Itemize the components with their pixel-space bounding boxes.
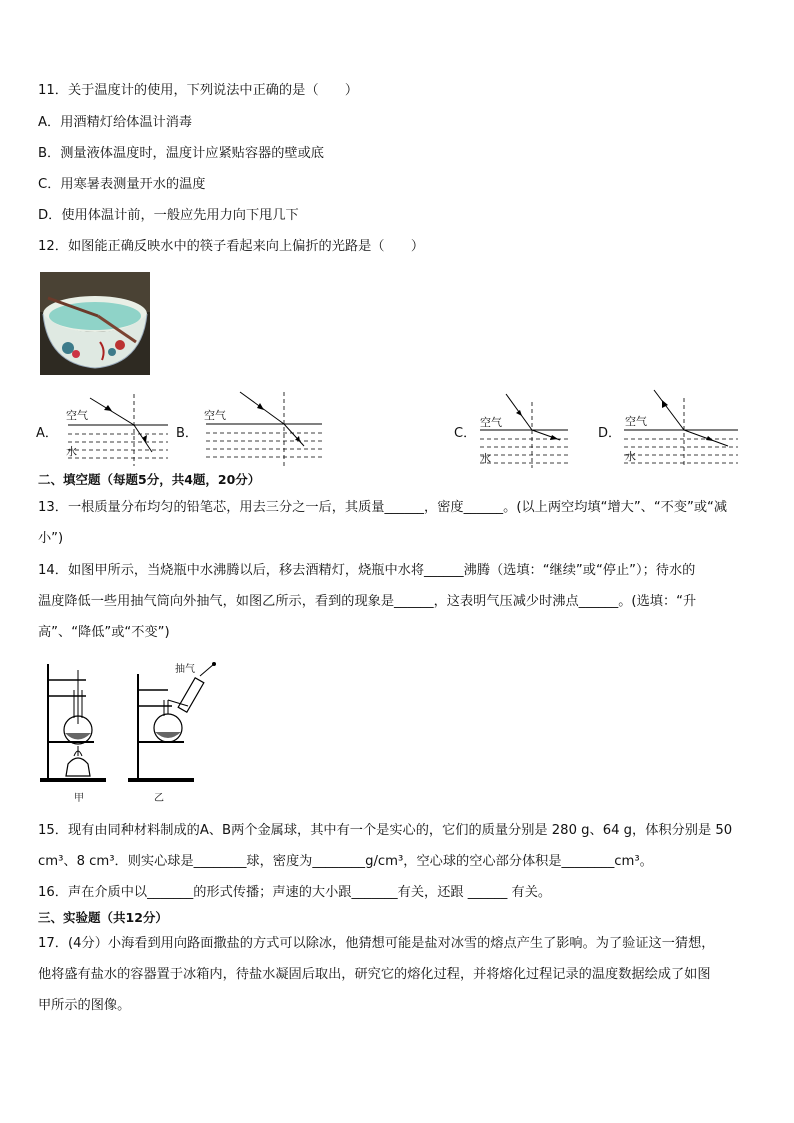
section-fill-in-heading: 二、填空题（每题5分，共4题，20分）: [38, 472, 261, 487]
q12-option-a-letter: A．: [36, 426, 58, 441]
bowl-chopstick-photo: [40, 272, 150, 375]
q14-line-1: 14．如图甲所示，当烧瓶中水沸腾以后，移去酒精灯，烧瓶中水将______沸腾（选填：“继续”或“停止”）；待水的: [38, 563, 696, 578]
q11-option-c: C．用寒暑表测量开水的温度: [38, 177, 206, 192]
q14-line-2: 温度降低一些用抽气筒向外抽气，如图乙所示，看到的现象是______，这表明气压减少时沸点______。(选填：“升: [38, 594, 697, 609]
q13-line-2: 小”): [38, 531, 64, 546]
q17-line-1: 17．(4分）小海看到用向路面撒盐的方式可以除冰，他猜想可能是盐对冰雪的熔点产生了影响。为了验证这一猜想，: [38, 936, 715, 951]
q17-line-3: 甲所示的图像。: [38, 998, 131, 1013]
q12-option-b-letter: B．: [176, 426, 198, 441]
q11-option-a: A．用酒精灯给体温计消毒: [38, 115, 193, 130]
q12-stem: 12．如图能正确反映水中的筷子看起来向上偏折的光路是（ ）: [38, 239, 425, 254]
q12-b-air-label: 空气: [204, 409, 226, 422]
q12-c-water-label: 水: [480, 452, 491, 465]
q16-text: 16．声在介质中以_______的形式传播；声速的大小跟_______有关，还跟 ______ 有关。: [38, 885, 552, 900]
q15-line-2: cm³、8 cm³．则实心球是________球，密度为________g/cm³，空心球的空心部分体积是________cm³。: [38, 854, 653, 869]
q11-stem: 11．关于温度计的使用，下列说法中正确的是（ ）: [38, 83, 359, 98]
q14-line-3: 高”、“降低”或“不变”): [38, 625, 170, 640]
pump-label: 抽气: [175, 664, 195, 675]
section-experiment-heading: 三、实验题（共12分）: [38, 910, 168, 925]
q12-d-air-label: 空气: [625, 415, 647, 428]
boiling-flask-apparatus-figure: [38, 660, 223, 802]
q12-d-water-label: 水: [625, 450, 636, 463]
q12-a-water-label: 水: [66, 445, 77, 458]
figure-yi-label: 乙: [154, 793, 164, 804]
q15-line-1: 15．现有由同种材料制成的A、B两个金属球，其中有一个是实心的，它们的质量分别是 280 g、64 g，体积分别是 50: [38, 823, 733, 838]
q12-c-air-label: 空气: [480, 416, 502, 429]
q12-option-c-letter: C．: [454, 426, 477, 441]
q11-option-d: D．使用体温计前，一般应先用力向下甩几下: [38, 208, 299, 223]
q17-line-2: 他将盛有盐水的容器置于冰箱内，待盐水凝固后取出，研究它的熔化过程，并将熔化过程记录的温度数据绘成了如图: [38, 967, 711, 982]
q12-a-air-label: 空气: [66, 409, 88, 422]
q12-diagram-b: [196, 390, 326, 468]
q12-option-d-letter: D．: [598, 426, 622, 441]
q13-line-1: 13．一根质量分布均匀的铅笔芯，用去三分之一后，其质量______，密度______。(以上两空均填“增大”、“不变”或“减: [38, 500, 728, 515]
figure-jia-label: 甲: [74, 793, 84, 804]
q11-option-b: B．测量液体温度时，温度计应紧贴容器的壁或底: [38, 146, 324, 161]
